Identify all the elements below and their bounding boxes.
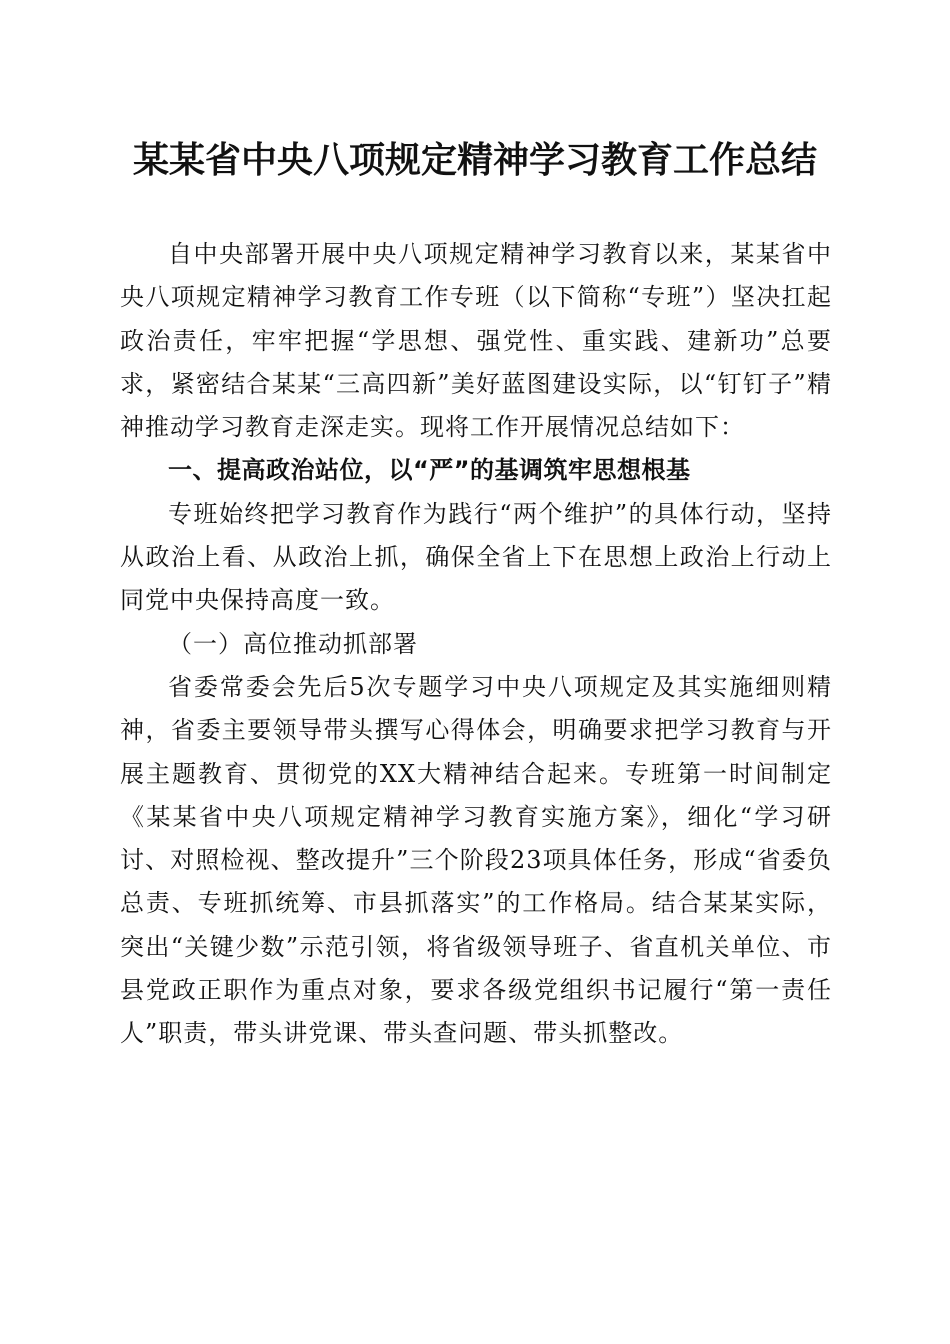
section-1-heading: 一、提高政治站位，以“严”的基调筑牢思想根基 xyxy=(168,456,691,485)
subsection-1-heading: （一）高位推动抓部署 xyxy=(168,629,418,658)
document-title: 某某省中央八项规定精神学习教育工作总结 xyxy=(132,139,817,181)
subsection-1-paragraph: 省委常委会先后5次专题学习中央八项规定及其实施细则精神，省委主要领导带头撰写心得体会，明确要求把学习教育与开展主题教育、贯彻党的XX大精神结合起来。专班第一时间制定《某某省中央八项规定精神学习教育实施方案》，细化“学习研讨、对照检视、整改提升”三个阶段23项具体任务，形成“省委负总责、专班抓统筹、市县抓落实”的工作格局。结合某某实际，突出“关键少数”示范引领，将省级领导班子、省直机关单位、市县党政正职作为重点对象，要求各级党组织书记履行“第一责任人”职责，带头讲党课、带头查问题、带头抓整改。 xyxy=(120,672,832,1048)
section-1-paragraph: 专班始终把学习教育作为践行“两个维护”的具体行动，坚持从政治上看、从政治上抓，确保全省上下在思想上政治上行动上同党中央保持高度一致。 xyxy=(120,499,832,615)
intro-paragraph: 自中央部署开展中央八项规定精神学习教育以来，某某省中央八项规定精神学习教育工作专班（以下简称“专班”）坚决扛起政治责任，牢牢把握“学思想、强党性、重实践、建新功”总要求，紧密结合某某“三高四新”美好蓝图建设实际，以“钉钉子”精神推动学习教育走深走实。现将工作开展情况总结如下： xyxy=(120,240,832,442)
document-body xyxy=(120,233,832,1056)
